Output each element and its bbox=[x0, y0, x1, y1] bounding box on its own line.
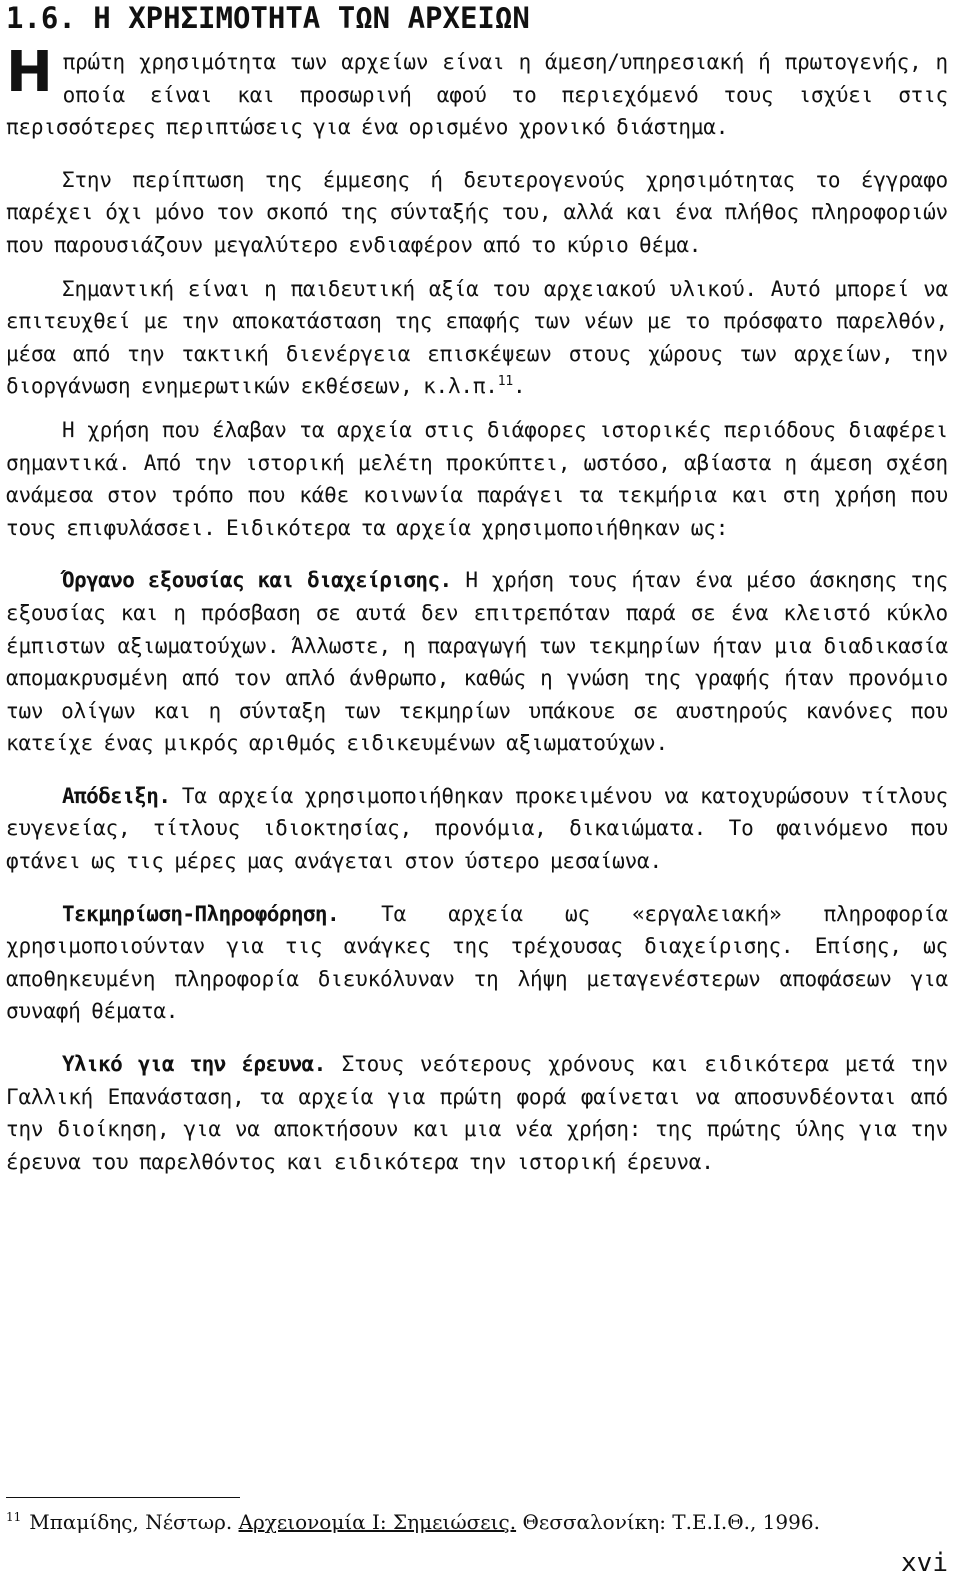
page-number: xvi bbox=[901, 1548, 948, 1578]
intro-paragraph bbox=[6, 40, 948, 144]
use-term: Απόδειξη. bbox=[62, 783, 171, 808]
use-item-authority bbox=[6, 564, 948, 760]
intro-text: πρώτη χρησιμότητα των αρχείων είναι η άμεση/υπηρεσιακή ή πρωτογενής, η οποία είναι και προσωρινή αφού το περιεχόμενό τους ισχύει στις περισσότερες περιπτώσεις για ένα ορισμένο χρονικό διάστημα. bbox=[6, 50, 948, 140]
use-text: Τα αρχεία χρησιμοποιήθηκαν προκειμένου να κατοχυρώσουν τίτλους ευγενείας, τίτλους ιδιοκτησίας, προνόμια, δικαιώματα. Το φαινόμενο που φτάνει ως τις μέρες μας ανάγεται στον ύστερο μεσαίωνα. bbox=[6, 783, 948, 874]
footnote bbox=[6, 1508, 906, 1536]
footnote-title: Αρχειονομία Ι: Σημειώσεις. bbox=[238, 1510, 517, 1534]
use-term: Υλικό για την έρευνα. bbox=[62, 1052, 326, 1077]
usage-paragraph: Η χρήση που έλαβαν τα αρχεία στις διάφορες ιστορικές περιόδους διαφέρει σημαντικά. Από την ιστορική μελέτη προκύπτει, ωστόσο, αβίαστα η άμεση σχέση ανάμεσα στον τρόπο που κάθε κοινωνία παράγει τα τεκμήρια και στη χρήση που τους επιφυλάσσει. Ειδικότερα τα αρχεία χρησιμοποιήθηκαν ως: bbox=[6, 417, 948, 540]
use-term: Τεκμηρίωση-Πληροφόρηση. bbox=[62, 901, 339, 926]
educational-text: Σημαντική είναι η παιδευτική αξία του αρχειακού υλικού. Αυτό μπορεί να επιτευχθεί με την αποκατάσταση της επαφής των νέων με το πρόσφατο παρελθόν, μέσα από την τακτική διενέργεια επισκέψεων στους χώρους των αρχείων, την διοργάνωση ενημερωτικών εκθέσεων, κ.λ.π. bbox=[6, 276, 948, 399]
document-page bbox=[6, 0, 948, 1178]
footnote-number: 11 bbox=[6, 1510, 22, 1525]
section-heading: 1.6. Η ΧΡΗΣΙΜΟΤΗΤΑ ΤΩΝ ΑΡΧΕΙΩΝ bbox=[6, 1, 530, 35]
drop-cap: Η bbox=[6, 40, 53, 105]
educational-paragraph bbox=[6, 273, 948, 403]
educational-end: . bbox=[513, 374, 526, 399]
footnote-author: Μπαμίδης, Νέστωρ. bbox=[29, 1510, 233, 1534]
use-text: Η χρήση τους ήταν ένα μέσο άσκησης της εξουσίας και η πρόσβαση σε αυτά δεν επιτρεπόταν παρά σε ένα κλειστό κύκλο έμπιστων αξιωματούχων. Άλλωστε, η παραγωγή των τεκμηρίων ήταν μια διαδικασία απομακρυσμένη από τον απλό άνθρωπο, καθώς η γνώση της γραφής ήταν προνόμιο των ολίγων και η σύνταξη των τεκμηρίων υπάκουε σε αυστηρούς κανόνες που κατείχε ένας μικρός αριθμός ειδικευμένων αξιωματούχων. bbox=[6, 568, 948, 756]
use-item-documentation bbox=[6, 898, 948, 1028]
use-item-research bbox=[6, 1048, 948, 1178]
secondary-use-paragraph: Στην περίπτωση της έμμεσης ή δευτερογενούς χρησιμότητας το έγγραφο παρέχει όχι μόνο τον σκοπό της σύνταξής του, αλλά και ένα πλήθος πληροφοριών που παρουσιάζουν μεγαλύτερο ενδιαφέρον από το κύριο θέμα. bbox=[6, 167, 948, 257]
use-item-proof bbox=[6, 780, 948, 878]
footnote-divider bbox=[6, 1497, 240, 1498]
footnote-publisher: Θεσσαλονίκη: Τ.Ε.Ι.Θ., 1996. bbox=[522, 1510, 820, 1534]
use-text: Στους νεότερους χρόνους και ειδικότερα μετά την Γαλλική Επανάσταση, τα αρχεία για πρώτη φορά φαίνεται να αποσυνδέονται από την διοίκηση, για να αποκτήσουν και μια νέα χρήση: της πρώτης ύλης για την έρευνα του παρελθόντος και ειδικότερα την ιστορική έρευνα. bbox=[6, 1052, 948, 1174]
footnote-reference: 11 bbox=[497, 374, 513, 390]
use-term: Όργανο εξουσίας και διαχείρισης. bbox=[62, 568, 452, 593]
use-text: Τα αρχεία ως «εργαλειακή» πληροφορία χρησιμοποιούνταν για τις ανάγκες της τρέχουσας διαχείρισης. Επίσης, ως αποθηκευμένη πληροφορία διευκόλυναν τη λήψη μεταγενέστερων αποφάσεων για συναφή θέματα. bbox=[6, 901, 948, 1024]
